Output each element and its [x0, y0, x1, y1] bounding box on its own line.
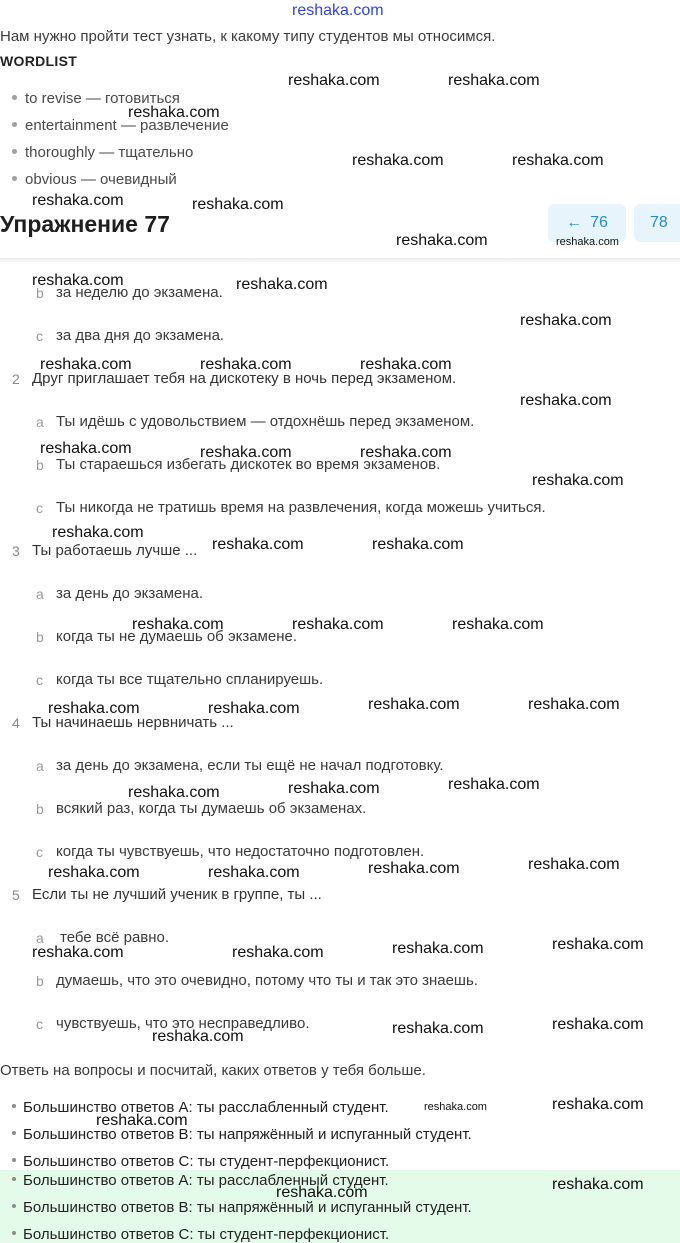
- answer-item: Большинство ответов С: ты студент-перфекционист.: [12, 1226, 389, 1243]
- watermark: reshaka.com: [352, 152, 444, 169]
- watermark: reshaka.com: [512, 152, 604, 169]
- option-letter: a: [36, 930, 44, 946]
- option-letter: b: [36, 285, 44, 301]
- watermark: reshaka.com: [360, 356, 452, 373]
- option-letter: c: [36, 1016, 43, 1032]
- option-text: Ты идёшь с удовольствием — отдохнёшь перед экзаменом.: [56, 413, 475, 430]
- result-item: Большинство ответов В: ты напряжённый и испуганный студент.: [12, 1126, 472, 1143]
- question-text: Ты начинаешь нервничать ...: [32, 714, 234, 731]
- bullet-icon: [12, 1131, 16, 1135]
- watermark: reshaka.com: [96, 1112, 188, 1129]
- watermark: reshaka.com: [40, 356, 132, 373]
- watermark: reshaka.com: [552, 1096, 644, 1113]
- watermark: reshaka.com: [288, 72, 380, 89]
- option-text: всякий раз, когда ты думаешь об экзаменах.: [56, 800, 367, 817]
- watermark: reshaka.com: [552, 1176, 644, 1193]
- question-number: 5: [12, 887, 20, 903]
- option-text: за неделю до экзамена.: [56, 284, 223, 301]
- watermark: reshaka.com: [528, 856, 620, 873]
- bullet-icon: [12, 176, 17, 181]
- option-letter: b: [36, 457, 44, 473]
- watermark: reshaka.com: [132, 616, 224, 633]
- option-letter: b: [36, 629, 44, 645]
- watermark: reshaka.com: [208, 700, 300, 717]
- question-number: 2: [12, 371, 20, 387]
- watermark: reshaka.com: [448, 776, 540, 793]
- result-item: Большинство ответов С: ты студент-перфекционист.: [12, 1153, 389, 1170]
- option-text: за день до экзамена, если ты ещё не начал подготовку.: [56, 757, 444, 774]
- watermark: reshaka.com: [212, 536, 304, 553]
- option-text: думаешь, что это очевидно, потому что ты и так это знаешь.: [56, 972, 478, 989]
- option-letter: a: [36, 758, 44, 774]
- next-exercise-label: 78: [650, 214, 668, 231]
- watermark: reshaka.com: [424, 1101, 487, 1113]
- option-text: когда ты чувствуешь, что недостаточно подготовлен.: [56, 843, 425, 860]
- result-item: Большинство ответов А: ты расслабленный студент.: [12, 1099, 389, 1116]
- wordlist-item: to revise — готовиться: [12, 90, 180, 107]
- wordlist-heading: WORDLIST: [0, 53, 78, 69]
- option-letter: c: [36, 328, 43, 344]
- watermark: reshaka.com: [552, 936, 644, 953]
- bullet-icon: [12, 122, 17, 127]
- wordlist-item: thoroughly — тщательно: [12, 144, 193, 161]
- option-letter: a: [36, 414, 44, 430]
- header-divider: [0, 258, 680, 264]
- watermark: reshaka.com: [448, 72, 540, 89]
- bullet-icon: [12, 1204, 16, 1208]
- watermark: reshaka.com: [292, 616, 384, 633]
- wordlist-item: obvious — очевидный: [12, 171, 177, 188]
- wordlist-item: entertainment — развлечение: [12, 117, 229, 134]
- intro-text: Нам нужно пройти тест узнать, к какому типу студентов мы относимся.: [0, 28, 496, 45]
- watermark: reshaka.com: [128, 784, 220, 801]
- watermark: reshaka.com: [392, 940, 484, 957]
- option-letter: c: [36, 500, 43, 516]
- bullet-icon: [12, 1104, 16, 1108]
- watermark: reshaka.com: [128, 104, 220, 121]
- option-letter: b: [36, 801, 44, 817]
- watermark: reshaka.com: [528, 696, 620, 713]
- bullet-icon: [12, 95, 17, 100]
- watermark: reshaka.com: [392, 1020, 484, 1037]
- watermark: reshaka.com: [208, 864, 300, 881]
- option-text: чувствуешь, что это несправедливо.: [56, 1015, 310, 1032]
- watermark: reshaka.com: [200, 444, 292, 461]
- question-text: Друг приглашает тебя на дискотеку в ночь перед экзаменом.: [32, 370, 457, 387]
- watermark: reshaka.com: [368, 860, 460, 877]
- watermark: reshaka.com: [40, 440, 132, 457]
- watermark: reshaka.com: [152, 1028, 244, 1045]
- watermark: reshaka.com: [192, 196, 284, 213]
- next-exercise-button[interactable]: [634, 204, 680, 242]
- arrow-left-icon: ←: [566, 214, 583, 231]
- watermark: reshaka.com: [236, 276, 328, 293]
- watermark: reshaka.com: [532, 472, 624, 489]
- bullet-icon: [12, 1158, 16, 1162]
- option-text: Ты никогда не тратишь время на развлечения, когда можешь учиться.: [56, 499, 546, 516]
- answer-item: Большинство ответов А: ты расслабленный студент.: [12, 1172, 389, 1189]
- watermark: reshaka.com: [396, 232, 488, 249]
- option-text: тебе всё равно.: [60, 929, 170, 946]
- watermark: reshaka.com: [556, 236, 619, 248]
- option-text: за два дня до экзамена.: [56, 327, 225, 344]
- prev-exercise-label: 76: [590, 214, 608, 231]
- watermark: reshaka.com: [232, 944, 324, 961]
- watermark: reshaka.com: [372, 536, 464, 553]
- question-number: 3: [12, 543, 20, 559]
- option-text: Ты стараешься избегать дискотек во время экзаменов.: [56, 456, 441, 473]
- answer-item: Большинство ответов В: ты напряжённый и испуганный студент.: [12, 1199, 472, 1216]
- watermark: reshaka.com: [276, 1184, 368, 1201]
- watermark: reshaka.com: [32, 944, 124, 961]
- watermark: reshaka.com: [200, 356, 292, 373]
- question-number: 4: [12, 715, 20, 731]
- option-text: за день до экзамена.: [56, 585, 204, 602]
- watermark: reshaka.com: [360, 444, 452, 461]
- watermark: reshaka.com: [48, 864, 140, 881]
- option-text: когда ты не думаешь об экзамене.: [56, 628, 297, 645]
- exercise-title: Упражнение 77: [0, 211, 170, 237]
- watermark: reshaka.com: [368, 696, 460, 713]
- watermark: reshaka.com: [520, 312, 612, 329]
- watermark: reshaka.com: [452, 616, 544, 633]
- bullet-icon: [12, 1177, 16, 1181]
- watermark: reshaka.com: [48, 700, 140, 717]
- bullet-icon: [12, 149, 17, 154]
- option-letter: a: [36, 586, 44, 602]
- option-letter: c: [36, 844, 43, 860]
- option-letter: c: [36, 672, 43, 688]
- watermark: reshaka.com: [552, 1016, 644, 1033]
- watermark: reshaka.com: [288, 780, 380, 797]
- outro-text: Ответь на вопросы и посчитай, каких ответов у тебя больше.: [0, 1062, 426, 1079]
- bullet-icon: [12, 1231, 16, 1235]
- watermark: reshaka.com: [520, 392, 612, 409]
- watermark: reshaka.com: [32, 272, 124, 289]
- question-text: Если ты не лучший ученик в группе, ты ...: [32, 886, 322, 903]
- watermark: reshaka.com: [52, 524, 144, 541]
- question-text: Ты работаешь лучше ...: [32, 542, 198, 559]
- watermark: reshaka.com: [32, 192, 124, 209]
- watermark-top[interactable]: reshaka.com: [292, 2, 384, 19]
- option-text: когда ты все тщательно спланируешь.: [56, 671, 324, 688]
- option-letter: b: [36, 973, 44, 989]
